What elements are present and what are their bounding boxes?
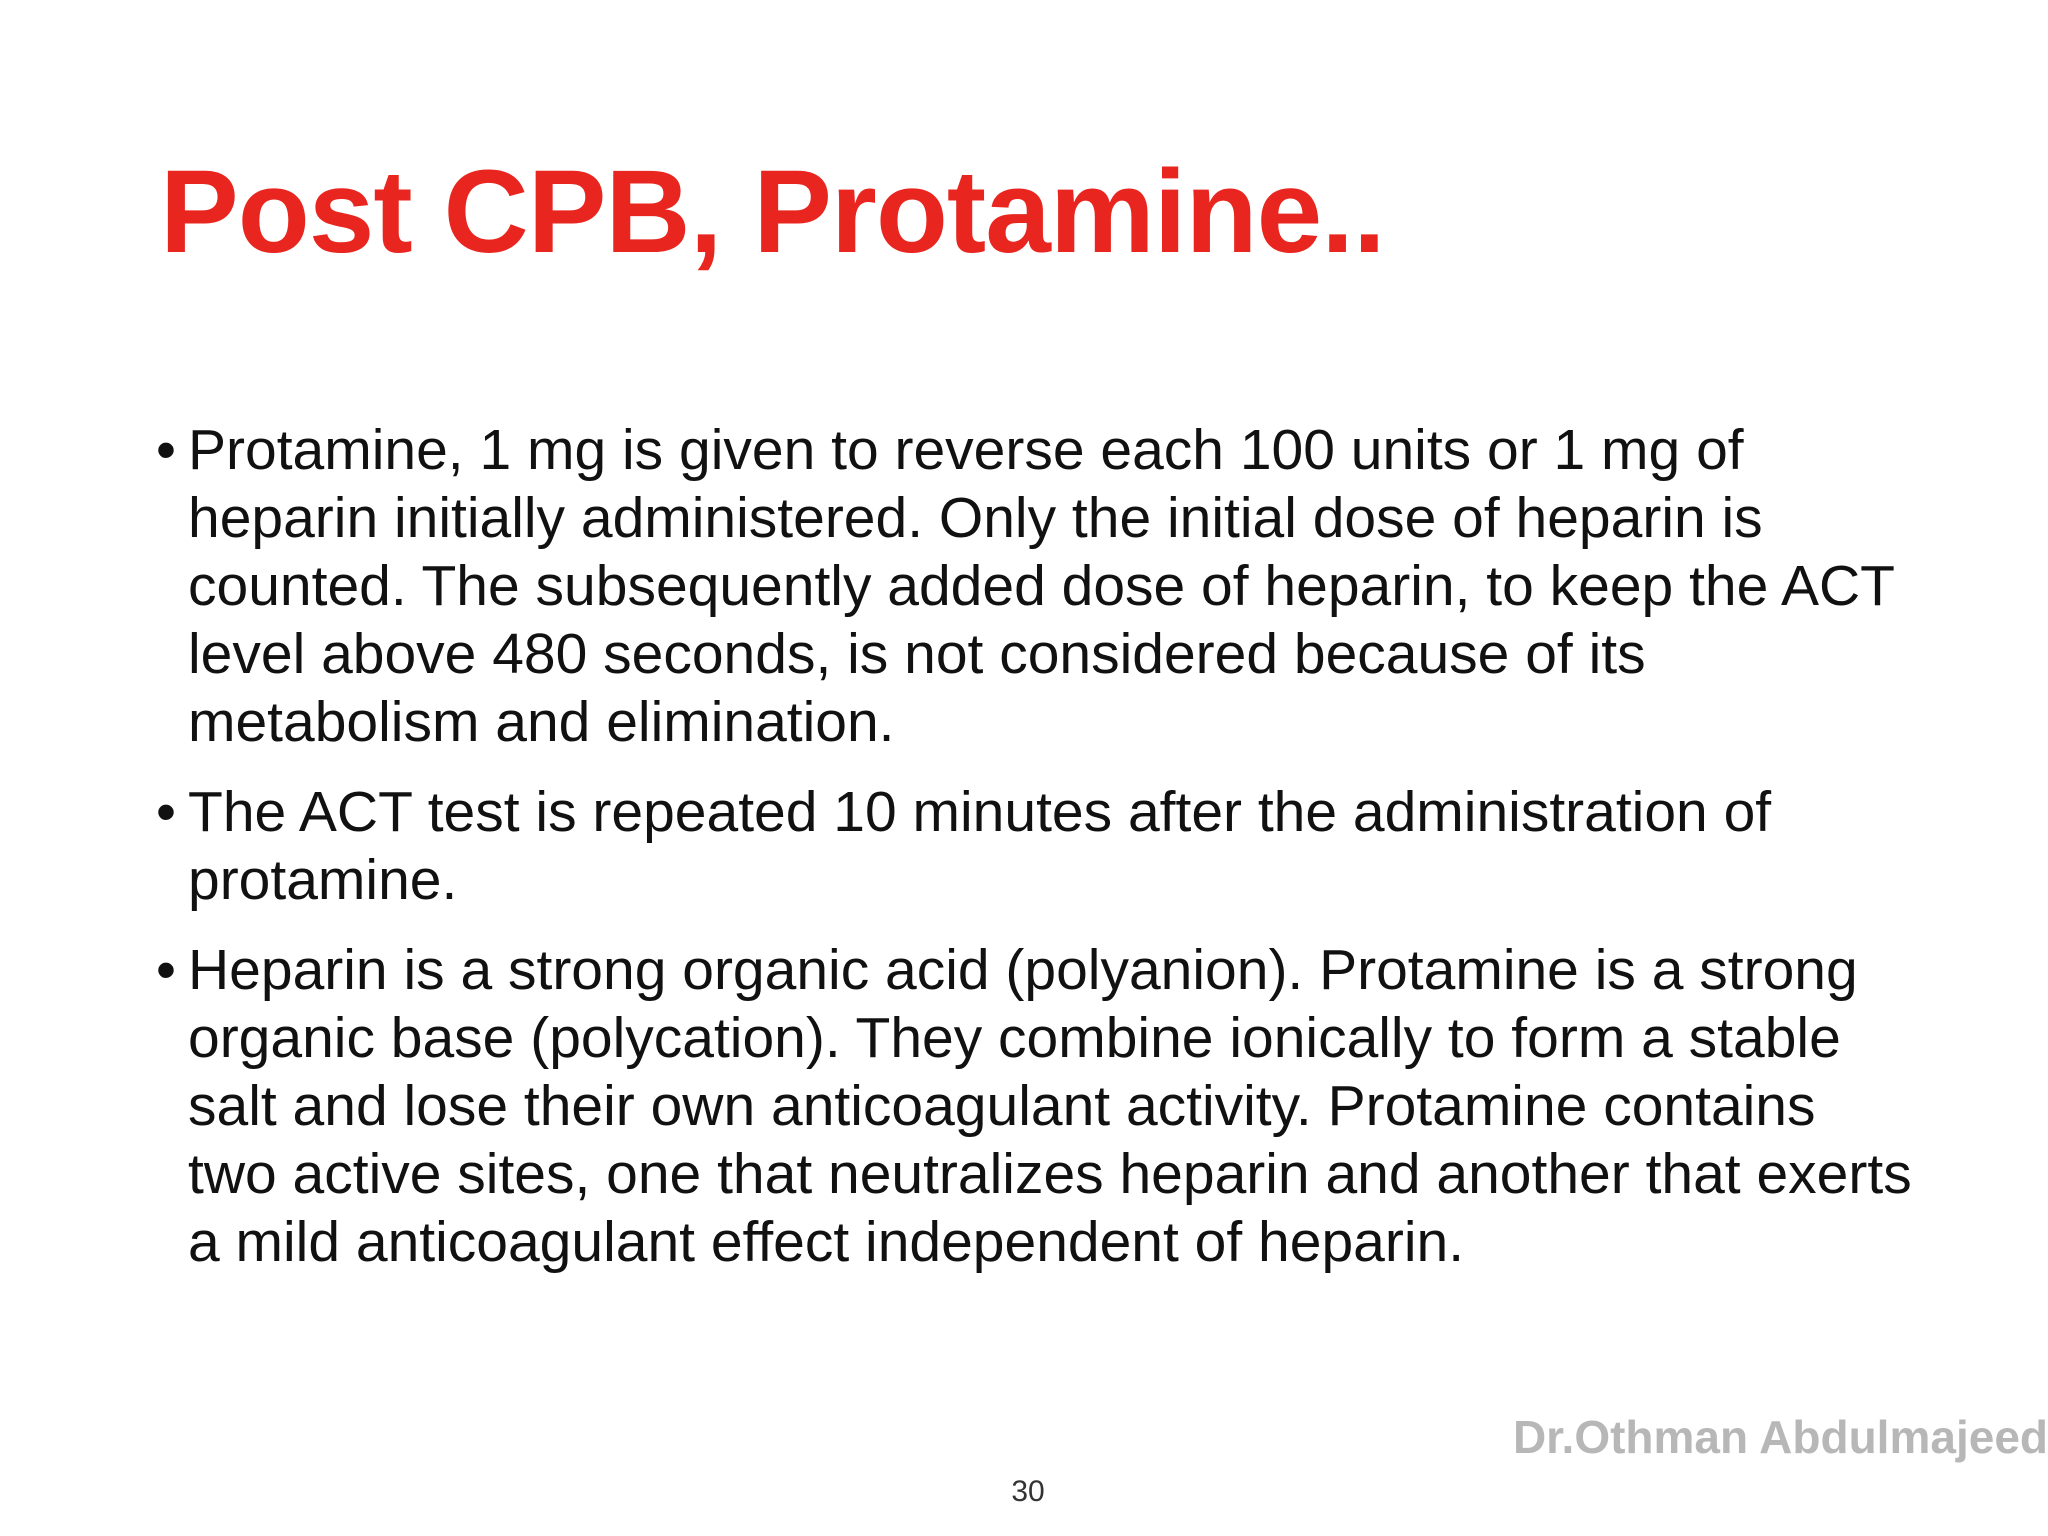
bullet-item: [156, 778, 1916, 914]
bullet-text: Protamine, 1 mg is given to reverse each 100 units or 1 mg of heparin initially administered. Only the initial dose of heparin is counted. The subsequently added dose of heparin, to keep the ACT level above 480 seconds, is not considered because of its metabolism and elimination.: [188, 418, 1894, 754]
author-watermark: Dr.Othman Abdulmajeed: [1512, 1411, 2048, 1463]
page-number: 30: [1011, 1475, 1045, 1508]
bullet-item: [156, 936, 1916, 1276]
bullet-marker: •: [156, 418, 176, 482]
bullet-item: [156, 416, 1916, 756]
bullet-text: Heparin is a strong organic acid (polyanion). Protamine is a strong organic base (polycation). They combine ionically to form a stable salt and lose their own anticoagulant activity. Protamine contains two active sites, one that neutralizes heparin and another that exerts a mild anticoagulant effect independent of heparin.: [188, 938, 1912, 1274]
slide-title: Post CPB, Protamine..: [160, 146, 1385, 278]
bullet-list: [156, 416, 1916, 1298]
bullet-text: The ACT test is repeated 10 minutes after the administration of protamine.: [188, 780, 1772, 912]
bullet-marker: •: [156, 938, 176, 1002]
bullet-marker: •: [156, 780, 176, 844]
